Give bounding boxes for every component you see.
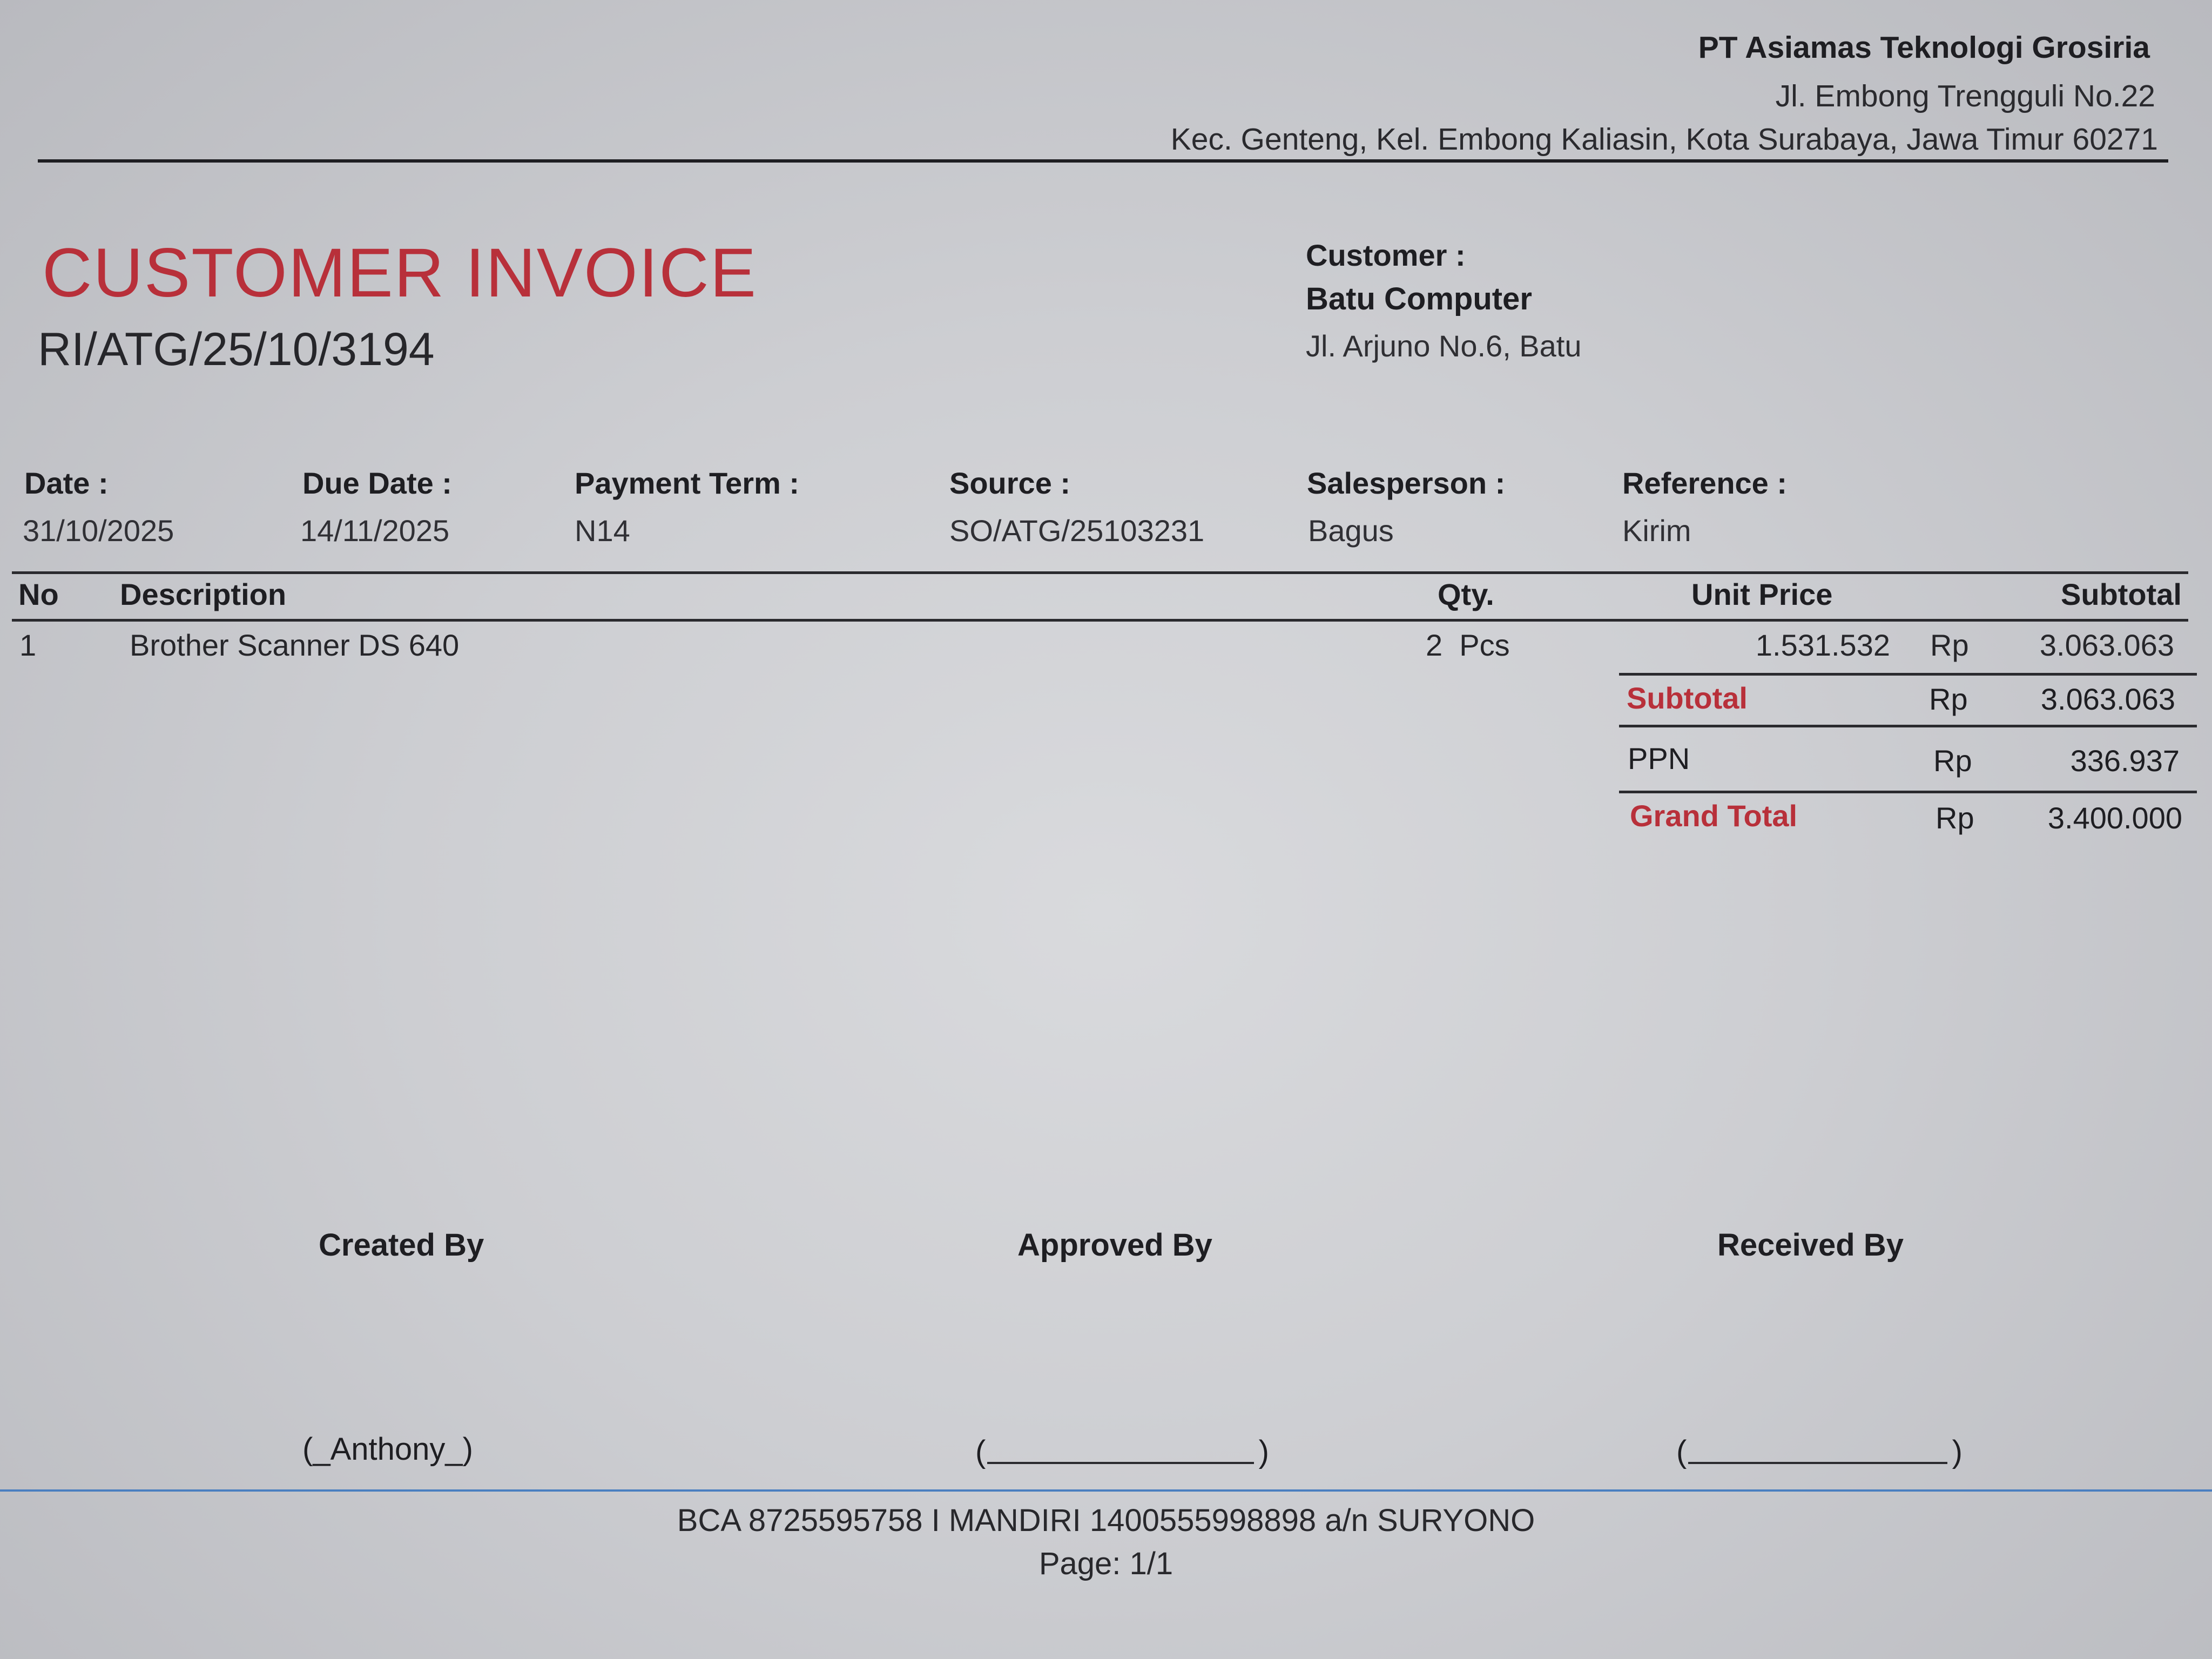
header-divider: [38, 159, 2168, 163]
row-no: 1: [19, 628, 37, 662]
col-header-description: Description: [120, 577, 287, 611]
ppn-currency: Rp: [1933, 744, 1972, 778]
payment-term-label: Payment Term :: [575, 466, 799, 500]
received-by-title: Received By: [1717, 1228, 1904, 1263]
approved-by-title: Approved By: [1017, 1228, 1212, 1263]
row-subtotal: 3.063.063: [2039, 628, 2174, 662]
approved-by-signature-line: [975, 1434, 1269, 1469]
subtotal-rule: [1619, 725, 2197, 727]
date-value: 31/10/2025: [23, 514, 174, 548]
payment-term-value: N14: [575, 514, 630, 548]
approved-by-open-paren: (: [975, 1434, 986, 1469]
ppn-label: PPN: [1628, 741, 1690, 775]
company-address-line2: Kec. Genteng, Kel. Embong Kaliasin, Kota Surabaya, Jawa Timur 60271: [1170, 122, 2158, 157]
invoice-title: CUSTOMER INVOICE: [42, 234, 757, 312]
date-label: Date :: [24, 466, 109, 500]
due-date-value: 14/11/2025: [300, 514, 450, 548]
reference-label: Reference :: [1622, 466, 1788, 500]
customer-name: Batu Computer: [1306, 281, 1532, 316]
received-by-signature-line: [1676, 1434, 1963, 1469]
row-rule: [1619, 673, 2197, 676]
col-header-no: No: [18, 577, 59, 611]
approved-by-underline: [987, 1462, 1254, 1464]
reference-value: Kirim: [1622, 514, 1691, 548]
salesperson-value: Bagus: [1308, 514, 1394, 548]
row-currency: Rp: [1930, 628, 1969, 662]
due-date-label: Due Date :: [302, 466, 452, 500]
table-header-rule: [12, 619, 2188, 622]
row-description: Brother Scanner DS 640: [130, 628, 460, 662]
grand-total-currency: Rp: [1936, 801, 1974, 835]
row-unit-price: 1.531.532: [1755, 628, 1890, 662]
received-by-underline: [1688, 1462, 1947, 1464]
ppn-rule: [1619, 791, 2197, 793]
grand-total-value: 3.400.000: [2047, 801, 2182, 835]
grand-total-label: Grand Total: [1630, 799, 1798, 833]
col-header-unit-price: Unit Price: [1691, 577, 1833, 611]
customer-label: Customer :: [1306, 238, 1466, 272]
ppn-value: 336.937: [2070, 744, 2180, 778]
salesperson-label: Salesperson :: [1307, 466, 1506, 500]
col-header-subtotal: Subtotal: [2061, 577, 2182, 611]
subtotal-currency: Rp: [1929, 682, 1968, 716]
received-by-open-paren: (: [1676, 1434, 1687, 1469]
subtotal-value: 3.063.063: [2040, 682, 2175, 716]
company-address-line1: Jl. Embong Trengguli No.22: [1775, 79, 2155, 113]
source-value: SO/ATG/25103231: [949, 514, 1205, 548]
source-label: Source :: [949, 466, 1071, 500]
received-by-close-paren: ): [1952, 1434, 1963, 1469]
approved-by-close-paren: ): [1258, 1434, 1269, 1469]
col-header-qty: Qty.: [1438, 577, 1494, 611]
company-name: PT Asiamas Teknologi Grosiria: [1698, 30, 2150, 65]
customer-address: Jl. Arjuno No.6, Batu: [1306, 329, 1582, 363]
created-by-name: (_Anthony_): [302, 1432, 473, 1467]
invoice-number: RI/ATG/25/10/3194: [38, 323, 435, 375]
table-top-rule: [12, 571, 2188, 574]
row-qty: 2 Pcs: [1426, 628, 1510, 662]
bank-info: BCA 8725595758 I MANDIRI 1400555998898 a/n SURYONO: [677, 1503, 1535, 1538]
created-by-title: Created By: [319, 1228, 484, 1263]
subtotal-label: Subtotal: [1627, 681, 1748, 715]
footer-divider: [0, 1489, 2212, 1492]
page-number: Page: 1/1: [1038, 1546, 1174, 1581]
